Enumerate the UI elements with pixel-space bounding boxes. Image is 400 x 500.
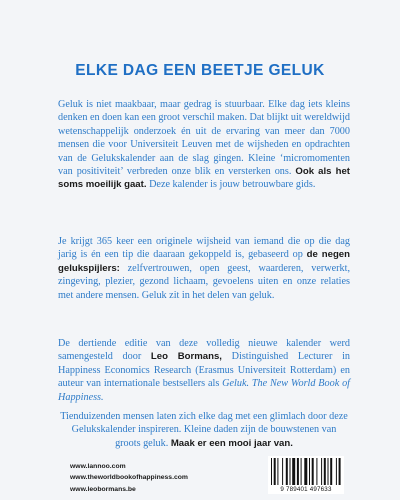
- author-name: Leo Bormans,: [150, 351, 222, 363]
- intro-paragraph: [58, 98, 350, 192]
- link-worldbook[interactable]: www.theworldbookofhappiness.com: [70, 474, 188, 482]
- website-links: [70, 461, 188, 495]
- content-bold-text: de negen gelukspijlers:: [58, 249, 350, 274]
- book-title: Geluk. The New World Book of Happiness.: [58, 378, 350, 403]
- cover-title: ELKE DAG EEN BEETJE GELUK: [75, 62, 325, 79]
- author-paragraph: [58, 337, 350, 404]
- intro-bold-text: Ook als het soms moeilijk gaat.: [58, 166, 351, 191]
- link-leobormans[interactable]: www.leobormans.be: [70, 485, 136, 493]
- author-text: De dertiende editie van deze volledig nieuwe kalender werd samengesteld door: [58, 338, 350, 363]
- closing-bold-text: Maak er een mooi jaar van.: [170, 437, 293, 449]
- author-bio-text: Distinguished Lecturer in Happiness Economics Research (Erasmus Universiteit Rotterdam) en auteur van internationale bestsellers als: [58, 351, 350, 390]
- link-lannoo[interactable]: www.lannoo.com: [70, 463, 126, 470]
- isbn-number: 9 789401 497633: [280, 486, 332, 493]
- barcode-bars: [268, 456, 344, 486]
- intro-text: Geluk is niet maakbaar, maar gedrag is stuurbaar. Elke dag iets kleins denken en doen kan een groot verschil maken. Dat blijkt uit wereldwijd wetenschappelijk onderzoek én uit de ervaring van meer dan 7000 mensen die voor Universiteit Leuven met de wijsheden en opdrachten van de Gelukskalender aan de slag gingen. Kleine ‘micromomenten van positiviteit’ verbreden onze blik en versterken ons.: [58, 99, 350, 178]
- content-paragraph: [58, 235, 350, 302]
- content-tail-text: zelfvertrouwen, open geest, waarderen, verwerkt, zingeving, plezier, gezond lichaam, gevoelens uiten en onze relaties met andere mensen. Geluk zit in het delen van geluk.: [58, 262, 351, 301]
- closing-paragraph: [58, 410, 350, 450]
- barcode: [268, 456, 344, 494]
- intro-tail-text: Deze kalender is jouw betrouwbare gids.: [149, 179, 316, 191]
- content-text: Je krijgt 365 keer een originele wijsheid van iemand die op die dag jarig is én een tip die daaraan gekoppeld is, gebaseerd op: [58, 236, 350, 261]
- closing-text: Tienduizenden mensen laten zich elke dag met een glimlach door deze Gelukskalender inspireren. Kleine daden zijn de bouwstenen van groots geluk.: [60, 411, 348, 449]
